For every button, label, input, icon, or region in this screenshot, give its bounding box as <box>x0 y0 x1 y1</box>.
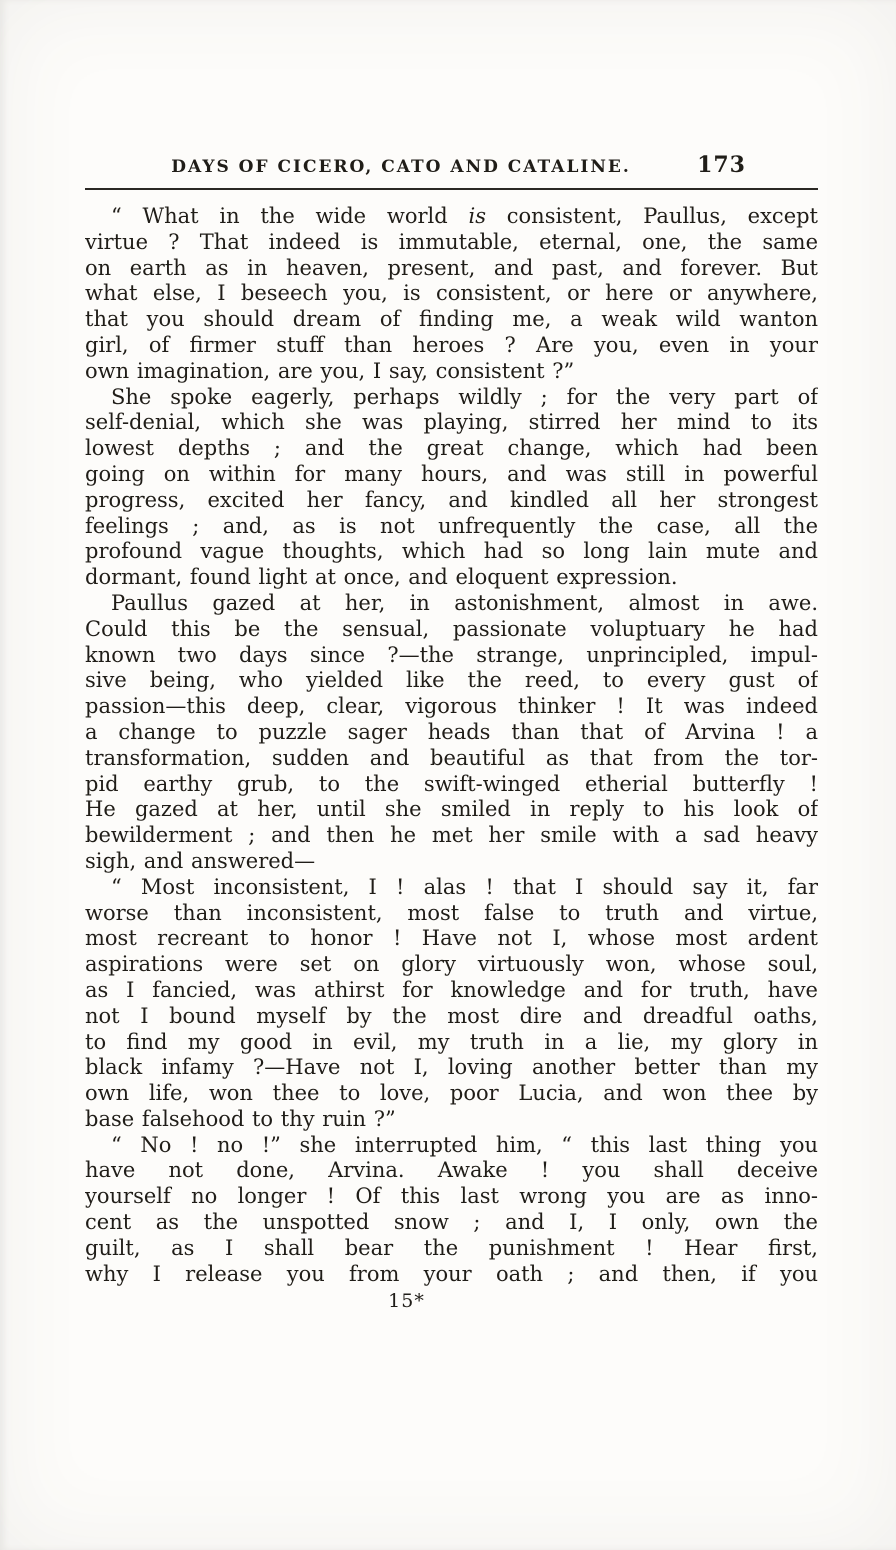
text-line: to find my good in evil, my truth in a lie, my glory in <box>85 1029 818 1054</box>
italic-text: is <box>468 204 486 228</box>
text-line: base falsehood to thy ruin ?” <box>85 1106 396 1131</box>
text-line: pid earthy grub, to the swift-winged etherial butterfly ! <box>85 771 818 796</box>
text-segment: consistent, Paullus, except <box>485 204 818 228</box>
page-body <box>85 204 818 1287</box>
text-line: known two days since ?—the strange, unprincipled, impul- <box>85 642 818 667</box>
text-line: what else, I beseech you, is consistent, or here or anywhere, <box>85 281 818 306</box>
page-footer <box>40 1290 773 1312</box>
text-line: why I release you from your oath ; and then, if you <box>85 1261 818 1286</box>
page-number: 173 <box>697 152 746 178</box>
paragraph <box>85 1133 818 1288</box>
signature-mark: 15* <box>388 1290 425 1313</box>
text-line <box>85 204 818 230</box>
text-segment: “ What in the wide world <box>111 204 469 228</box>
text-line: black infamy ?—Have not I, loving another better than my <box>85 1055 818 1080</box>
text-line: on earth as in heaven, present, and past, and forever. But <box>85 255 818 280</box>
paragraph <box>85 385 818 591</box>
paragraph <box>85 875 818 1133</box>
text-line: profound vague thoughts, which had so long lain mute and <box>85 539 818 564</box>
paragraph <box>85 204 818 385</box>
text-line: yourself no longer ! Of this last wrong you are as inno- <box>85 1184 818 1209</box>
text-line: most recreant to honor ! Have not I, whose most ardent <box>85 926 818 951</box>
text-line: own life, won thee to love, poor Lucia, and won thee by <box>85 1081 818 1106</box>
text-line: virtue ? That indeed is immutable, eternal, one, the same <box>85 229 818 254</box>
text-line: aspirations were set on glory virtuously won, whose soul, <box>85 952 818 977</box>
text-line: feelings ; and, as is not unfrequently the case, all the <box>85 513 818 538</box>
text-line: Could this be the sensual, passionate voluptuary he had <box>85 616 818 641</box>
text-line: dormant, found light at once, and eloquent expression. <box>85 565 678 590</box>
text-line: bewilderment ; and then he met her smile with a sad heavy <box>85 823 818 848</box>
text-line: lowest depths ; and the great change, which had been <box>85 436 818 461</box>
text-line: sive being, who yielded like the reed, to every gust of <box>85 668 818 693</box>
text-line: going on within for many hours, and was still in powerful <box>85 461 818 486</box>
text-line: guilt, as I shall bear the punishment ! Hear first, <box>85 1235 818 1260</box>
text-block <box>85 153 818 1312</box>
text-line: sigh, and answered— <box>85 848 316 873</box>
text-line: that you should dream of finding me, a weak wild wanton <box>85 307 818 332</box>
text-line: own imagination, are you, I say, consistent ?” <box>85 358 575 383</box>
paragraph <box>85 591 818 875</box>
text-line: “ Most inconsistent, I ! alas ! that I should say it, far <box>111 874 818 899</box>
text-line: She spoke eagerly, perhaps wildly ; for the very part of <box>111 384 818 409</box>
text-line: passion—this deep, clear, vigorous thinker ! It was indeed <box>85 694 818 719</box>
text-line: not I bound myself by the most dire and dreadful oaths, <box>85 1003 818 1028</box>
text-line: “ No ! no !” she interrupted him, “ this last thing you <box>111 1132 818 1157</box>
page-header <box>85 153 818 179</box>
running-title: DAYS OF CICERO, CATO AND CATALINE. <box>171 157 631 177</box>
text-line: He gazed at her, until she smiled in reply to his look of <box>85 797 818 822</box>
text-line: transformation, sudden and beautiful as that from the tor- <box>85 745 818 770</box>
text-line: Paullus gazed at her, in astonishment, almost in awe. <box>111 590 818 615</box>
text-line: as I fancied, was athirst for knowledge and for truth, have <box>85 977 818 1002</box>
text-line: girl, of firmer stuff than heroes ? Are you, even in your <box>85 332 818 357</box>
text-line: worse than inconsistent, most false to truth and virtue, <box>85 900 818 925</box>
text-line: self-denial, which she was playing, stirred her mind to its <box>85 410 818 435</box>
header-rule <box>85 188 818 190</box>
text-line: have not done, Arvina. Awake ! you shall deceive <box>85 1158 818 1183</box>
text-line: a change to puzzle sager heads than that of Arvina ! a <box>85 719 818 744</box>
text-line: cent as the unspotted snow ; and I, I only, own the <box>85 1210 818 1235</box>
text-line: progress, excited her fancy, and kindled all her strongest <box>85 487 818 512</box>
